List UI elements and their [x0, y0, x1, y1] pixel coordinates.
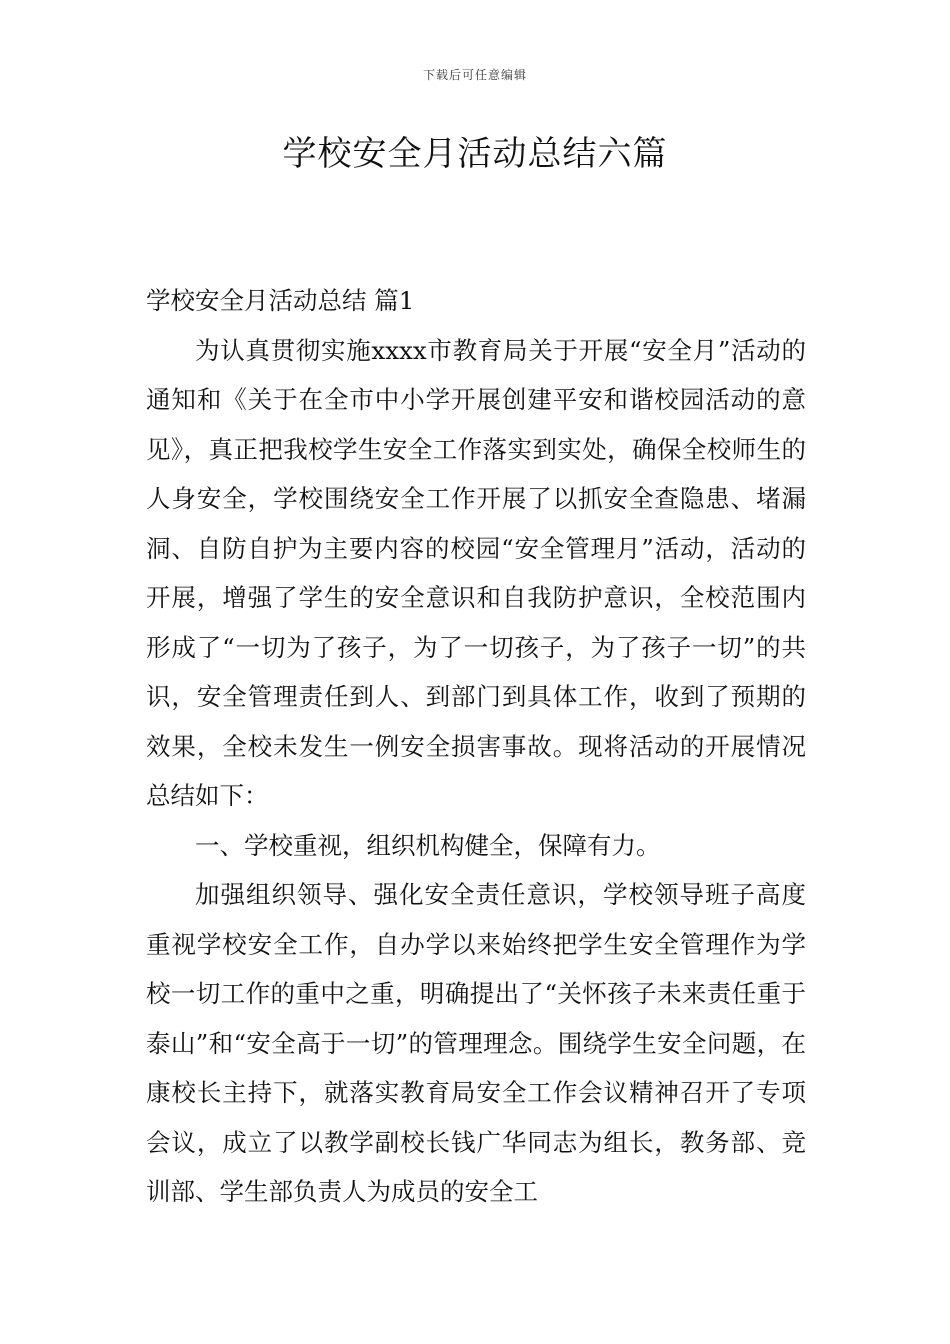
section-heading: 学校安全月活动总结 篇1 — [146, 286, 415, 315]
paragraph-intro: 为认真贯彻实施xxxx市教育局关于开展“安全月”活动的通知和《关于在全市中小学开展创建平安和谐校园活动的意见》，真正把我校学生安全工作落实到实处，确保全校师生的人身安全，学校围绕安全工作开展了以抓安全查隐患、堵漏洞、自防自护为主要内容的校园“安全管理月”活动，活动的开展，增强了学生的安全意识和自我防护意识，全校范围内形成了“一切为了孩子，为了一切孩子，为了孩子一切”的共识，安全管理责任到人、到部门到具体工作，收到了预期的效果，全校未发生一例安全损害事故。现将活动的开展情况总结如下： — [146, 335, 806, 810]
paragraph-point-one-heading: 一、学校重视，组织机构健全，保障有力。 — [195, 830, 661, 860]
document-body — [146, 276, 806, 1217]
header-note: 下载后可任意编辑 — [422, 68, 527, 82]
document-title: 学校安全月活动总结六篇 — [282, 134, 668, 174]
paragraph-point-one-body: 加强组织领导、强化安全责任意识，学校领导班子高度重视学校安全工作，自办学以来始终把学生安全管理作为学校一切工作的重中之重，明确提出了“关怀孩子未来责任重于泰山”和“安全高于一切”的管理理念。围绕学生安全问题，在康校长主持下，就落实教育局安全工作会议精神召开了专项会议，成立了以教学副校长钱广华同志为组长，教务部、竞训部、学生部负责人为成员的安全工 — [146, 880, 806, 1206]
